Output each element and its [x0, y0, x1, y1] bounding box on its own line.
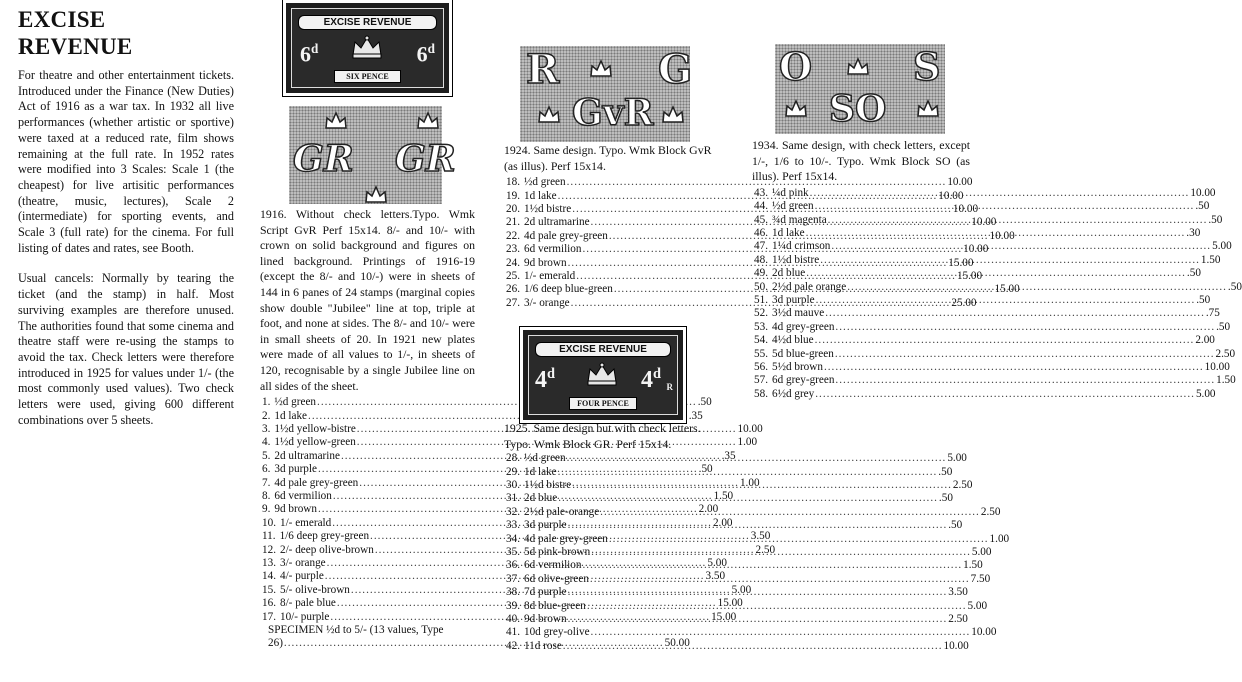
- item-price: .75: [1205, 307, 1220, 320]
- item-description: 4d pale grey-green: [523, 532, 608, 545]
- item-price: .35: [688, 409, 703, 422]
- list-item: [506, 505, 1001, 519]
- item-description: 9d brown: [523, 613, 567, 626]
- leader-dots: [591, 626, 971, 639]
- item-description: 1½d bistre: [771, 253, 820, 266]
- item-description: 9d brown: [523, 256, 567, 269]
- list-item: [754, 186, 1216, 200]
- item-price: 10.00: [971, 626, 997, 639]
- item-price: .35: [721, 449, 736, 462]
- item-number: 43.: [754, 186, 768, 199]
- section-1934-description: 1934. Same design, with check letters, except 1/-, 1/6 to 10/-. Typo. Wmk Block SO (as illus). Perf 15x14.: [752, 138, 970, 184]
- item-number: 33.: [506, 519, 520, 532]
- leader-dots: [587, 600, 967, 613]
- item-description: 1¼d crimson: [771, 240, 831, 253]
- stamp-banner: EXCISE REVENUE: [535, 342, 671, 357]
- watermark-letters: SO: [829, 88, 887, 130]
- item-number: 24.: [506, 256, 520, 269]
- leader-dots: [815, 200, 1195, 213]
- leader-dots: [835, 348, 1215, 361]
- leader-dots: [568, 583, 948, 599]
- item-price: .50: [1186, 267, 1201, 280]
- item-number: 4.: [262, 436, 271, 449]
- item-price: 2.50: [952, 479, 973, 491]
- item-price: 2.00: [1195, 334, 1215, 347]
- item-price: 10.00: [1204, 361, 1230, 374]
- item-price: 1.00: [739, 476, 760, 489]
- watermark-letters: GR: [395, 138, 456, 180]
- item-price: 10.00: [938, 189, 964, 202]
- item-description: 9d brown: [274, 503, 317, 516]
- list-item: [754, 320, 1231, 334]
- item-description: ¼d pink: [771, 186, 809, 199]
- item-number: 40.: [506, 613, 520, 626]
- item-number: 12.: [262, 543, 276, 556]
- item-description: 5d blue-green: [771, 347, 834, 360]
- item-number: 31.: [506, 492, 520, 505]
- leader-dots: [824, 361, 1204, 374]
- item-number: 50.: [754, 280, 768, 293]
- value-left: [300, 41, 318, 67]
- item-number: 13.: [262, 557, 276, 569]
- crown-watermark-icon: [536, 104, 562, 126]
- item-price: .50: [938, 465, 953, 478]
- value-left: [535, 366, 555, 394]
- item-price: 5.00: [707, 557, 727, 569]
- stamp-banner: EXCISE REVENUE: [298, 15, 437, 30]
- value-left-suffix: d: [547, 366, 556, 382]
- item-number: 16.: [262, 597, 276, 610]
- list-item: [754, 253, 1221, 267]
- item-number: 57.: [754, 374, 768, 387]
- item-number: 25.: [506, 270, 520, 283]
- item-price: 5.00: [1195, 387, 1216, 400]
- leader-dots: [835, 374, 1215, 387]
- item-description: 6d vermilion: [274, 489, 332, 502]
- item-description: 4d pale grey-green: [274, 476, 359, 489]
- watermark-script-gvr-image: [289, 106, 456, 204]
- value-right-digit: 6: [416, 41, 428, 67]
- item-price: 15.00: [711, 610, 737, 623]
- leader-dots: [806, 267, 1186, 280]
- item-number: 39.: [506, 599, 520, 612]
- item-price: 2.00: [698, 503, 719, 516]
- item-description: 2d blue: [523, 492, 558, 505]
- value-left-digit: 4: [535, 367, 547, 393]
- watermark-letters: GR: [293, 138, 354, 180]
- item-price: 1.00: [989, 532, 1010, 545]
- item-number: 49.: [754, 267, 768, 280]
- item-price: .50: [938, 492, 953, 505]
- item-price: 2.50: [948, 613, 968, 626]
- section-1925-description: 1925. Same design but with check letters. Typo. Wmk Block GR. Perf 15x14.: [504, 421, 701, 451]
- item-price: 7.50: [970, 572, 991, 585]
- item-number: 45.: [754, 213, 768, 226]
- plate-letter: R: [666, 382, 673, 392]
- item-description: 1/6 deep blue-green: [523, 283, 613, 296]
- item-number: 11.: [262, 530, 276, 543]
- item-description: 1d lake: [523, 465, 557, 478]
- item-price: 2.50: [1215, 347, 1236, 360]
- leader-dots: [609, 533, 989, 546]
- item-number: 48.: [754, 253, 768, 266]
- item-number: 21.: [506, 216, 520, 229]
- item-description: 1d lake: [771, 227, 805, 239]
- leader-dots: [810, 187, 1190, 200]
- item-price: 10.00: [971, 216, 997, 229]
- value-right: [417, 41, 435, 67]
- item-price: .30: [1186, 227, 1201, 239]
- item-description: 2d ultramarine: [274, 449, 340, 462]
- item-description: 4d grey-green: [771, 320, 835, 333]
- leader-dots: [600, 506, 980, 519]
- item-price: 10.00: [947, 176, 973, 189]
- item-number: 47.: [754, 240, 768, 253]
- page-title: [18, 6, 234, 60]
- item-price: .50: [948, 519, 963, 532]
- item-description: ½d green: [274, 396, 317, 409]
- list-item: [506, 559, 983, 572]
- item-price: .50: [1196, 294, 1211, 307]
- item-number: 38.: [506, 586, 520, 599]
- item-description: 1½d bistre: [523, 479, 572, 491]
- leader-dots: [563, 640, 943, 653]
- item-description: 5/- olive-brown: [279, 583, 350, 596]
- watermark-letter: O: [779, 44, 813, 89]
- item-number: 30.: [506, 479, 520, 491]
- item-number: 5.: [262, 449, 271, 462]
- item-description: 7d purple: [523, 586, 567, 599]
- item-price: 10.00: [943, 639, 969, 652]
- item-price: .50: [1216, 320, 1231, 333]
- item-price: 5.00: [971, 546, 992, 559]
- item-description: 1/6 deep grey-green: [279, 530, 370, 543]
- item-price: 3.50: [750, 530, 771, 543]
- item-number: 22.: [506, 229, 520, 242]
- item-description: 2d blue: [771, 267, 806, 280]
- item-description: 3d purple: [523, 519, 567, 532]
- item-price: 10.00: [989, 229, 1015, 242]
- leader-dots: [558, 466, 938, 479]
- item-description: ½d green: [771, 200, 814, 213]
- stamp-6d-image: [283, 0, 452, 96]
- item-number: 6.: [262, 463, 271, 476]
- item-price: 5.00: [947, 452, 967, 465]
- leader-dots: [815, 388, 1195, 401]
- leader-dots: [558, 489, 938, 505]
- item-number: 2.: [262, 409, 271, 422]
- item-price: 3.50: [948, 586, 968, 599]
- crown-watermark-icon: [660, 104, 686, 126]
- item-description: 2½d pale orange: [771, 280, 847, 293]
- leader-dots: [806, 227, 1186, 240]
- item-description: ½d green: [523, 176, 566, 189]
- crown-watermark-icon: [845, 56, 871, 78]
- leader-dots: [816, 294, 1196, 307]
- item-description: 6d vermilion: [523, 559, 582, 572]
- item-number: 34.: [506, 532, 520, 545]
- item-number: 8.: [262, 489, 271, 502]
- item-number: 14.: [262, 570, 276, 583]
- item-number: 9.: [262, 503, 271, 516]
- crown-icon: [585, 362, 619, 386]
- specimen-type: 26): [268, 637, 283, 650]
- item-number: 36.: [506, 559, 520, 572]
- crown-watermark-icon: [323, 110, 349, 132]
- item-description: 6d olive-green: [523, 572, 589, 585]
- value-left-digit: 6: [300, 41, 311, 67]
- item-description: 2½d pale-orange: [523, 505, 600, 518]
- cancels-paragraph: Usual cancels: Normally by tearing the ticket (and the stamp) in half. Most surviving examples are therefore unused. The authorities found that some cinema and theatre staff were re-using the stamps to avoid the tax. Check letters were therefore introduced in 1925 for values under 1/- (the most commonly used values). Two check letters were used, giving 600 different combinations over 5 sheets.: [18, 271, 234, 427]
- list-item: [754, 200, 1210, 213]
- item-description: 8d blue-green: [523, 599, 586, 612]
- list-item: [506, 465, 953, 479]
- item-description: 6d vermilion: [523, 243, 582, 256]
- item-number: 3.: [262, 422, 271, 435]
- leader-dots: [831, 240, 1211, 253]
- item-number: 46.: [754, 227, 768, 239]
- item-number: 27.: [506, 296, 520, 309]
- leader-dots: [591, 543, 971, 559]
- item-price: 1.50: [963, 559, 983, 572]
- leader-dots: [835, 321, 1215, 334]
- item-price: 3.50: [705, 570, 726, 583]
- item-price: 5.00: [1212, 240, 1232, 253]
- item-description: 4d pale grey-green: [523, 229, 608, 242]
- item-number: 55.: [754, 347, 768, 360]
- item-number: 1.: [262, 396, 271, 409]
- item-number: 58.: [754, 387, 768, 400]
- item-number: 44.: [754, 200, 768, 213]
- list-item: [754, 334, 1215, 347]
- item-description: 1½d yellow-green: [274, 436, 356, 449]
- item-description: 2d ultramarine: [523, 216, 590, 229]
- item-description: 8/- pale blue: [279, 597, 336, 610]
- watermark-letter: S: [913, 44, 941, 89]
- leader-dots: [847, 281, 1227, 294]
- item-description: 4/- purple: [279, 570, 324, 583]
- item-description: ¾d magenta: [771, 213, 827, 226]
- item-number: 26.: [506, 283, 520, 296]
- item-price: 15.00: [717, 597, 743, 610]
- value-right: [641, 366, 661, 394]
- item-description: 1d lake: [274, 409, 308, 422]
- leader-dots: [582, 559, 962, 572]
- leader-dots: [572, 476, 952, 492]
- item-price: 10.00: [737, 422, 763, 435]
- item-number: 15.: [262, 583, 276, 596]
- watermark-letters: GvR: [572, 92, 654, 134]
- item-number: 52.: [754, 307, 768, 320]
- item-price: 5.00: [967, 599, 988, 612]
- value-right-digit: 4: [640, 367, 653, 393]
- item-price: 2.50: [755, 543, 776, 556]
- item-price: .50: [1208, 213, 1223, 226]
- item-number: 54.: [754, 334, 768, 347]
- item-number: 10.: [262, 516, 276, 529]
- section-1916-description: 1916. Without check letters.Typo. Wmk Script GvR Perf 15x14. 8/- and 10/- with crown on solid background and figures on lined background. Printings of 1916-19 (except the 8/- and 10/-) were in sheets of 144 in 6 panes of 24 stamps (marginal copies show double "Jubilee" line at top, triple at foot, and none at sides. The 8/- and 10/- were in small sheets of 20. In 1921 new plates were made of all values to 1/-, in sheets of 120, recognisable by a single Jubilee line on all sides of the sheet.: [260, 207, 475, 393]
- item-description: 3/- orange: [279, 557, 326, 569]
- item-description: 6½d grey: [771, 387, 815, 400]
- item-number: 51.: [754, 294, 768, 307]
- item-price: 1.00: [737, 436, 758, 449]
- item-price: 5.00: [731, 583, 752, 596]
- list-item: [506, 626, 997, 639]
- item-description: 5½d brown: [771, 361, 823, 374]
- item-number: 56.: [754, 361, 768, 374]
- item-price: 15.00: [948, 256, 974, 269]
- item-description: 1½d bistre: [523, 203, 572, 215]
- item-description: 11d rose: [523, 639, 562, 652]
- item-number: 18.: [506, 176, 520, 189]
- item-price: 1.50: [713, 489, 734, 502]
- item-description: 5d pink-brown: [523, 546, 591, 559]
- crown-watermark-icon: [363, 184, 389, 206]
- item-description: 10/- purple: [279, 610, 330, 623]
- item-description: 3/- orange: [523, 296, 570, 309]
- crown-watermark-icon: [915, 98, 941, 120]
- item-price: .50: [1195, 200, 1210, 213]
- item-price: 10.00: [1190, 186, 1216, 199]
- item-description: 3d purple: [274, 463, 317, 476]
- list-item: [262, 422, 763, 436]
- item-number: 41.: [506, 626, 520, 639]
- item-number: 53.: [754, 320, 768, 333]
- value-right-suffix: d: [652, 366, 661, 382]
- item-number: 42.: [506, 639, 520, 652]
- item-price: .50: [1227, 280, 1242, 293]
- item-description: 1d lake: [523, 189, 557, 202]
- watermark-letter: G: [658, 46, 693, 93]
- item-description: 1/- emerald: [279, 516, 332, 529]
- item-number: 17.: [262, 610, 276, 623]
- leader-dots: [828, 214, 1208, 227]
- list-item: [754, 307, 1220, 320]
- specimen-line: SPECIMEN ½d to 5/- (13 values, Type: [268, 624, 444, 637]
- item-number: 28.: [506, 452, 520, 465]
- crown-watermark-icon: [588, 58, 614, 80]
- item-description: 3½d mauve: [771, 307, 825, 320]
- item-number: 19.: [506, 189, 520, 202]
- item-price: 2.00: [712, 516, 733, 529]
- leader-dots: [825, 307, 1205, 320]
- item-number: 32.: [506, 505, 520, 518]
- item-number: 7.: [262, 476, 271, 489]
- crown-watermark-icon: [415, 110, 441, 132]
- crown-watermark-icon: [783, 98, 809, 120]
- stamp-4d-image: [520, 327, 686, 423]
- item-description: 10d grey-olive: [523, 626, 590, 639]
- item-price: .50: [698, 463, 713, 476]
- item-number: 29.: [506, 465, 520, 478]
- item-price: 15.00: [956, 270, 983, 283]
- item-description: 3d purple: [771, 294, 815, 307]
- leader-dots: [567, 449, 947, 465]
- item-description: 6d grey-green: [771, 374, 835, 387]
- watermark-so-image: [775, 44, 945, 134]
- stamp-value-banner: FOUR PENCE: [569, 397, 637, 410]
- watermark-letter: R: [526, 46, 560, 93]
- leader-dots: [568, 610, 948, 626]
- specimen-price: 50.00: [664, 637, 690, 650]
- item-number: 37.: [506, 572, 520, 585]
- value-left-suffix: d: [311, 41, 319, 56]
- leader-dots: [815, 334, 1195, 347]
- intro-paragraph: For theatre and other entertainment tickets. Introduced under the Finance (New Duties) Act of 1916 as a war tax. In 1932 all live performances (whether artistic or sportive) were taxed at a reduced rate, film shows remaining at the full rate. In 1952 rates were modified into 3 Scales: Scale 1 (the cheapest) for live artisitic performances (theatre, music, lectures), Scale 2 (intermediate) for sporting events, and Scale 3 (full rate) for the cinema. For full listing of dates and rates, see Booth.: [18, 68, 234, 255]
- item-description: 1/- emerald: [523, 270, 576, 283]
- list-item: [754, 361, 1230, 374]
- item-description: 1½d yellow-bistre: [274, 422, 356, 435]
- list-item: [262, 409, 703, 423]
- item-price: 1.50: [1200, 253, 1221, 266]
- value-right-suffix: d: [427, 41, 435, 56]
- item-price: 15.00: [994, 283, 1020, 296]
- item-description: 2/- deep olive-brown: [279, 543, 374, 556]
- leader-dots: [568, 516, 948, 532]
- list-item: [506, 639, 969, 653]
- list-item: [754, 387, 1216, 401]
- list-item: [506, 572, 991, 586]
- item-number: 23.: [506, 243, 520, 256]
- item-price: 10.00: [963, 243, 989, 256]
- item-price: 10.00: [952, 203, 979, 215]
- stamp-value-banner: SIX PENCE: [334, 70, 401, 83]
- list-item: [754, 374, 1236, 387]
- leader-dots: [820, 254, 1200, 267]
- title-line-1: EXCISE: [18, 7, 106, 32]
- list-item: [506, 176, 973, 189]
- leader-dots: [590, 573, 970, 586]
- item-price: .50: [697, 396, 712, 409]
- item-description: 4½d blue: [771, 334, 814, 347]
- list-item: [754, 294, 1211, 307]
- item-number: 35.: [506, 546, 520, 559]
- list-item: [262, 436, 758, 449]
- item-price: 1.50: [1216, 374, 1236, 387]
- crown-icon: [350, 35, 384, 59]
- section-1924-description: 1924. Same design. Typo. Wmk Block GvR (as illus). Perf 15x14.: [504, 143, 712, 173]
- title-line-2: REVENUE: [18, 34, 133, 59]
- intro-column: [18, 6, 234, 428]
- list-item: [754, 347, 1236, 361]
- watermark-gvr-image: [520, 46, 693, 142]
- item-price: 25.00: [951, 296, 977, 309]
- item-price: 2.50: [980, 505, 1001, 518]
- item-description: ½d green: [523, 452, 566, 465]
- item-number: 20.: [506, 203, 520, 215]
